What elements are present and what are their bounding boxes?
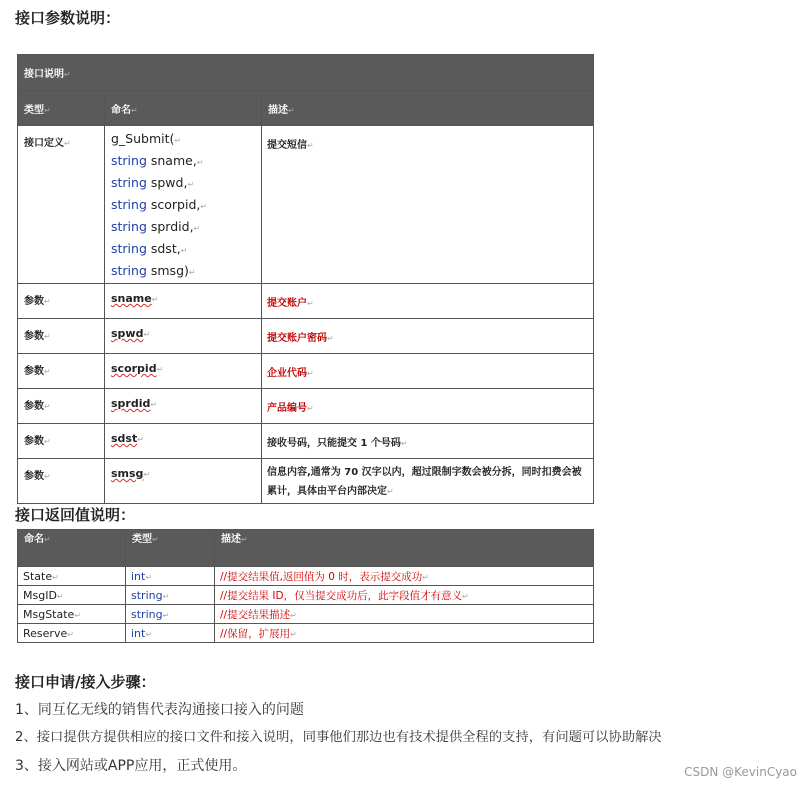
param-row — [18, 459, 594, 504]
cell-desc: //提交结果值,返回值为 0 时，表示提交成功↵ — [215, 567, 594, 586]
param-name: scorpid↵ — [105, 354, 262, 389]
cell-name: Reserve↵ — [18, 624, 126, 643]
param-desc: 提交账户密码↵ — [262, 319, 594, 354]
cell-desc: //提交结果 ID，仅当提交成功后，此字段值才有意义↵ — [215, 586, 594, 605]
param-desc: 信息内容,通常为 70 汉字以内，超过限制字数会被分拆，同时扣费会被累计，具体由平台内部决定↵ — [262, 459, 594, 504]
param-name: sname↵ — [105, 284, 262, 319]
header-name: 命名↵ — [105, 91, 262, 126]
header-name: 命名↵ — [18, 530, 126, 567]
param-type: 参数↵ — [18, 459, 105, 504]
code-line: string smsg)↵ — [111, 263, 196, 278]
return-values-table — [17, 529, 594, 643]
section-title-params: 接口参数说明： — [15, 9, 121, 27]
cell-type: string↵ — [126, 605, 215, 624]
param-type: 参数↵ — [18, 424, 105, 459]
param-type: 参数↵ — [18, 284, 105, 319]
code-line: string scorpid,↵ — [111, 197, 208, 212]
cell-desc: //提交结果描述↵ — [215, 605, 594, 624]
def-code — [105, 126, 262, 284]
param-name: sprdid↵ — [105, 389, 262, 424]
cell-name: State↵ — [18, 567, 126, 586]
code-line: g_Submit(↵ — [111, 131, 182, 146]
interface-params-table — [17, 54, 594, 504]
param-type: 参数↵ — [18, 319, 105, 354]
header-desc: 描述↵ — [262, 91, 594, 126]
param-desc: 企业代码↵ — [262, 354, 594, 389]
header-type: 类型↵ — [18, 91, 105, 126]
def-type: 接口定义↵ — [18, 126, 105, 284]
param-row — [18, 354, 594, 389]
param-row — [18, 424, 594, 459]
def-desc: 提交短信↵ — [262, 126, 594, 284]
cell-type: int↵ — [126, 567, 215, 586]
param-name: spwd↵ — [105, 319, 262, 354]
param-row — [18, 284, 594, 319]
param-desc: 产品编号↵ — [262, 389, 594, 424]
cell-name: MsgID↵ — [18, 586, 126, 605]
step-item: 3、接入网站或APP应用，正式使用。 — [15, 758, 247, 774]
table-row — [18, 624, 594, 643]
table-row — [18, 567, 594, 586]
param-type: 参数↵ — [18, 389, 105, 424]
code-line: string sprdid,↵ — [111, 219, 201, 234]
param-type: 参数↵ — [18, 354, 105, 389]
watermark: CSDN @KevinCyao — [684, 765, 797, 779]
param-desc: 提交账户↵ — [262, 284, 594, 319]
cell-type: int↵ — [126, 624, 215, 643]
step-item: 2、接口提供方提供相应的接口文件和接入说明，同事他们那边也有技术提供全程的支持，有问题可以协助解决 — [15, 730, 662, 745]
header-desc: 描述↵ — [215, 530, 594, 567]
table-row — [18, 586, 594, 605]
code-line: string sdst,↵ — [111, 241, 188, 256]
header-type: 类型↵ — [126, 530, 215, 567]
table-row — [18, 605, 594, 624]
code-line: string sname,↵ — [111, 153, 204, 168]
step-item: 1、同互亿无线的销售代表沟通接口接入的问题 — [15, 702, 304, 718]
param-row — [18, 389, 594, 424]
section-title-steps: 接口申请/接入步骤： — [15, 673, 156, 691]
code-line: string spwd,↵ — [111, 175, 195, 190]
param-name: smsg↵ — [105, 459, 262, 504]
cell-name: MsgState↵ — [18, 605, 126, 624]
param-desc: 接收号码，只能提交 1 个号码↵ — [262, 424, 594, 459]
cell-desc: //保留，扩展用↵ — [215, 624, 594, 643]
table-caption: 接口说明↵ — [18, 55, 594, 91]
param-name: sdst↵ — [105, 424, 262, 459]
section-title-return: 接口返回值说明： — [15, 506, 136, 524]
param-row — [18, 319, 594, 354]
cell-type: string↵ — [126, 586, 215, 605]
